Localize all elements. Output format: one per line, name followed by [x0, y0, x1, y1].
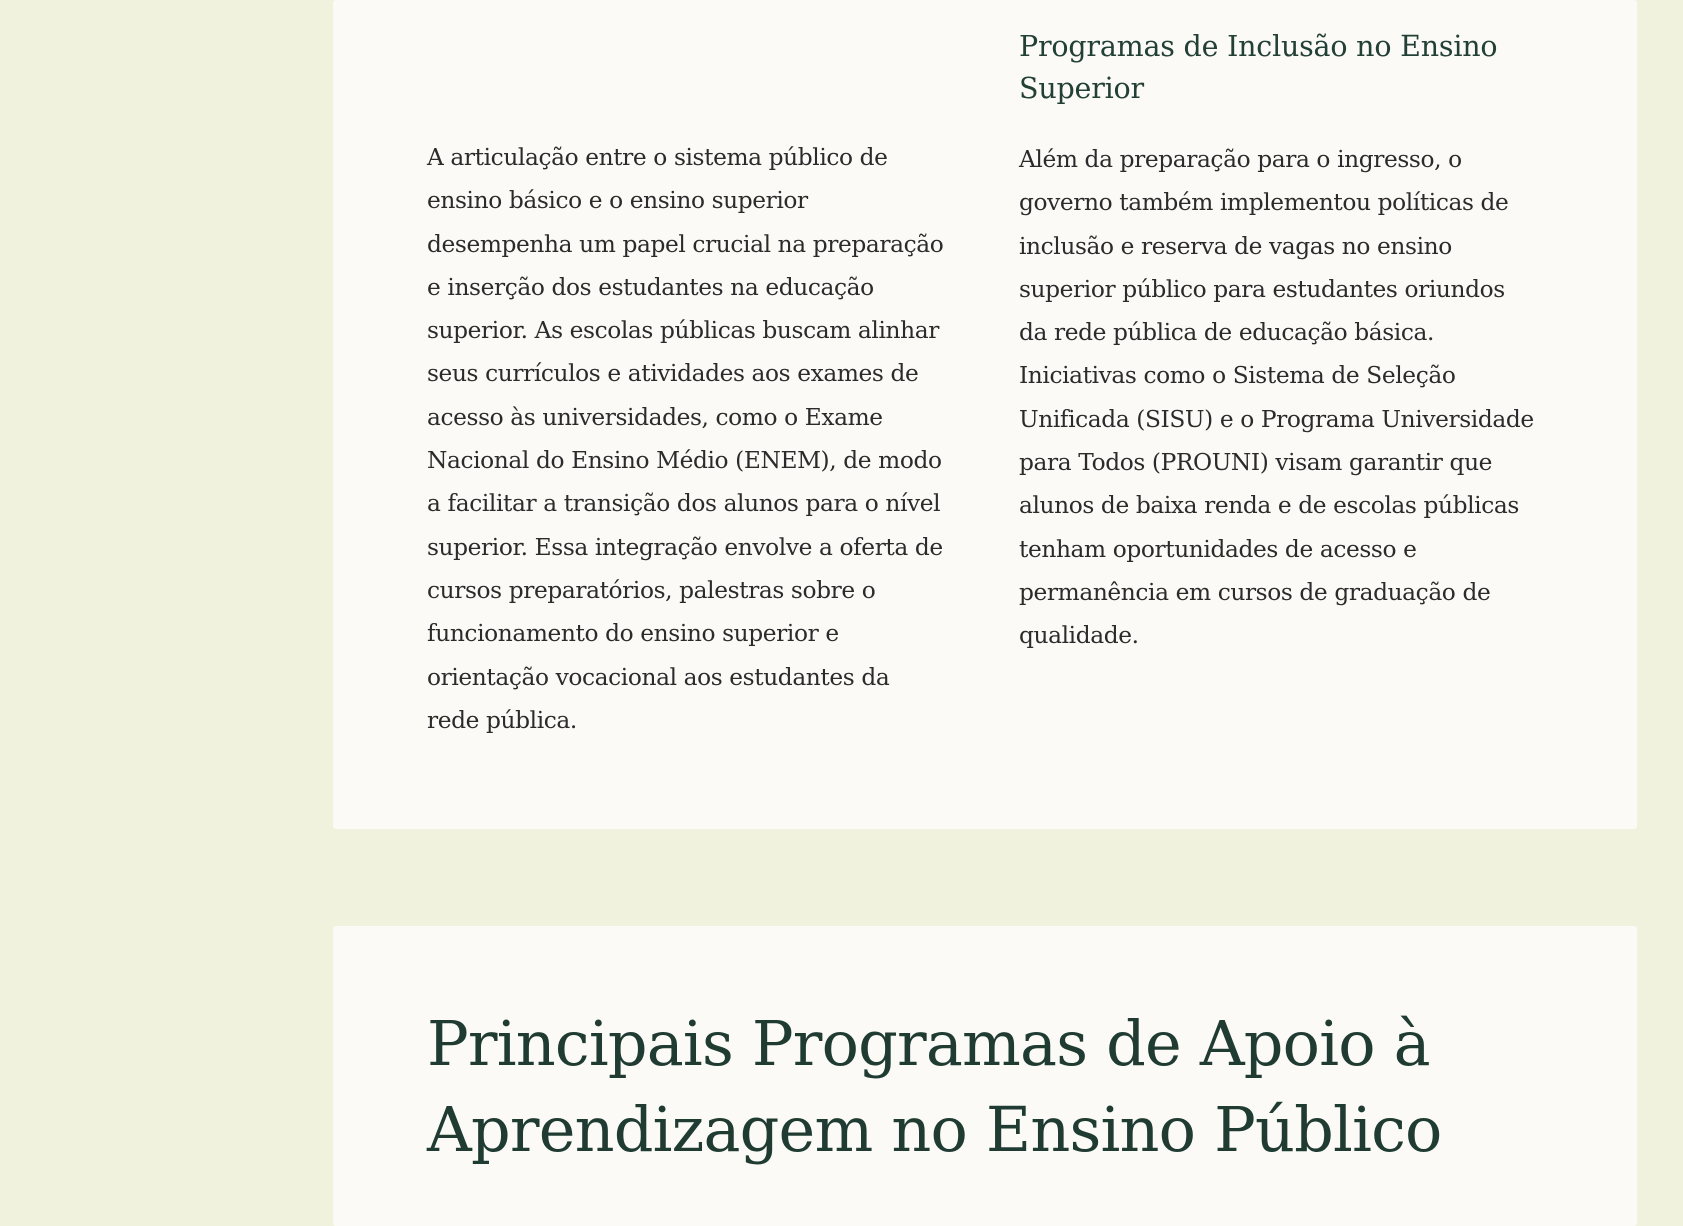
inclusion-programs-paragraph: Além da preparação para o ingresso, o governo também implementou políticas de inclusão e reserva de vagas no ensino superior público para estudantes oriundos da rede pública de educação básica. Iniciativas como o Sistema de Seleção Unificada (SISU) e o Programa Universidade para Todos (PROUNI) visam garantir que alunos de baixa renda e de escolas públicas tenham oportunidades de acesso e permanência em cursos de graduação de qualidade.: [1019, 146, 1534, 650]
support-programs-title: Principais Programas de Apoio à Aprendizagem no Ensino Público: [427, 1007, 1442, 1166]
content-card-support-programs: [333, 926, 1637, 1226]
content-card-higher-education: [333, 0, 1637, 829]
articulation-paragraph: A articulação entre o sistema público de ensino básico e o ensino superior desempenha um papel crucial na preparação e inserção dos estudantes na educação superior. As escolas públicas buscam alinhar seus currículos e atividades aos exames de acesso às universidades, como o Exame Nacional do Ensino Médio (ENEM), de modo a facilitar a transição dos alunos para o nível superior. Essa integração envolve a oferta de cursos preparatórios, palestras sobre o funcionamento do ensino superior e orientação vocacional aos estudantes da rede pública.: [427, 144, 944, 734]
right-column: [1019, 26, 1539, 658]
inclusion-programs-heading: Programas de Inclusão no Ensino Superior: [1019, 30, 1498, 105]
left-column: [427, 136, 947, 742]
